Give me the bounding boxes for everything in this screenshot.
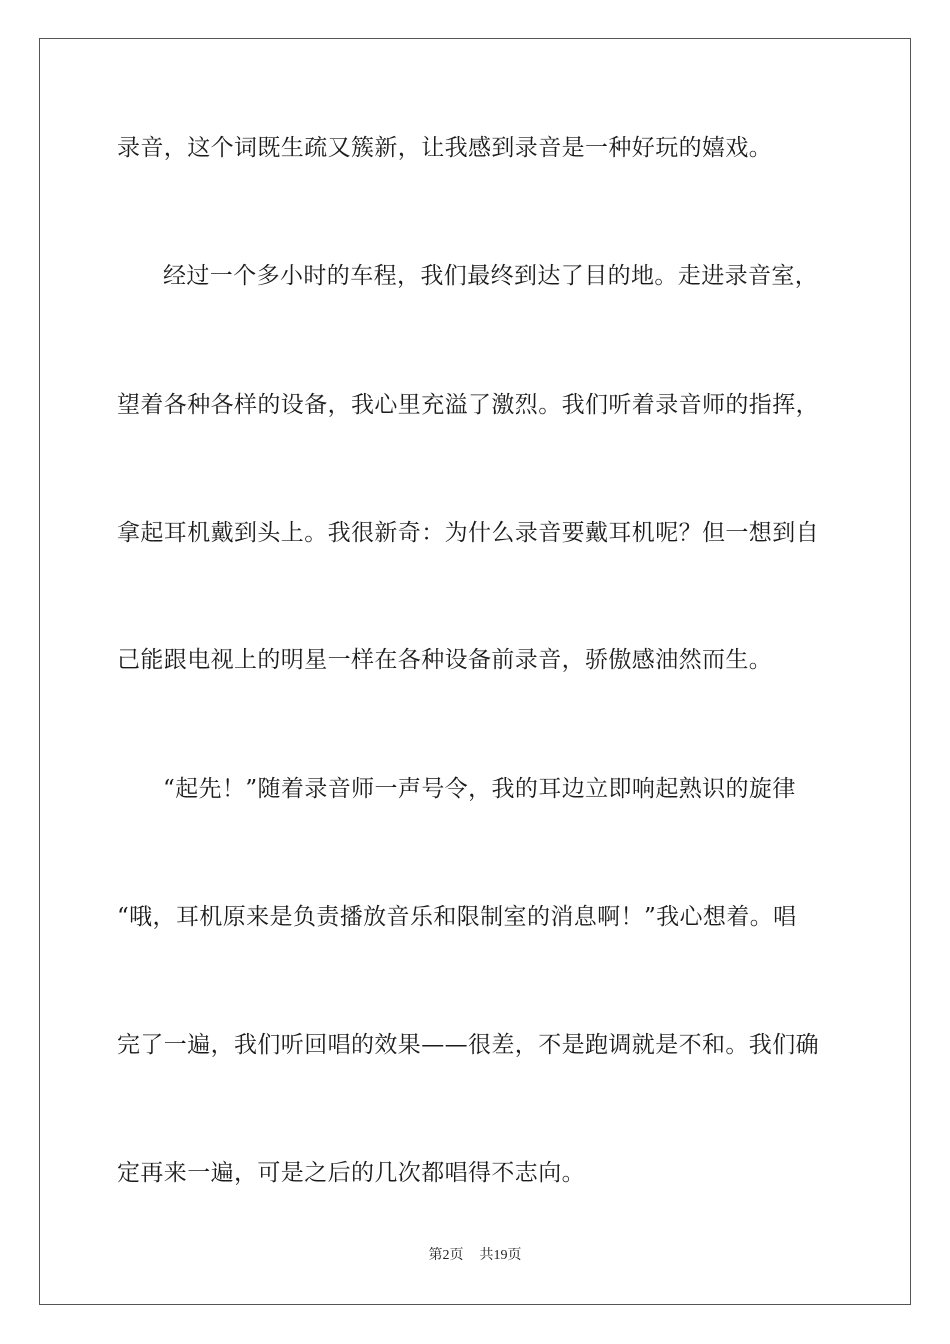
text-line: 完了一遍，我们听回唱的效果——很差，不是跑调就是不和。我们确	[117, 1032, 819, 1058]
page-number: 第2页	[428, 1248, 464, 1263]
text-line: 拿起耳机戴到头上。我很新奇：为什么录音要戴耳机呢？但一想到自	[117, 520, 819, 546]
page-footer	[0, 1247, 950, 1265]
text-line: “起先！”随着录音师一声号令，我的耳边立即响起熟识的旋律	[163, 776, 796, 802]
text-line: 录音，这个词既生疏又簇新，让我感到录音是一种好玩的嬉戏。	[117, 135, 773, 161]
text-line: 定再来一遍，可是之后的几次都唱得不志向。	[117, 1160, 585, 1186]
text-line: 经过一个多小时的车程，我们最终到达了目的地。走进录音室，	[163, 263, 819, 289]
page-total: 共19页	[479, 1248, 522, 1263]
text-line: 己能跟电视上的明星一样在各种设备前录音，骄傲感油然而生。	[117, 647, 773, 673]
text-line: “哦，耳机原来是负责播放音乐和限制室的消息啊！”我心想着。唱	[117, 904, 797, 930]
text-line: 望着各种各样的设备，我心里充溢了激烈。我们听着录音师的指挥，	[117, 392, 819, 418]
